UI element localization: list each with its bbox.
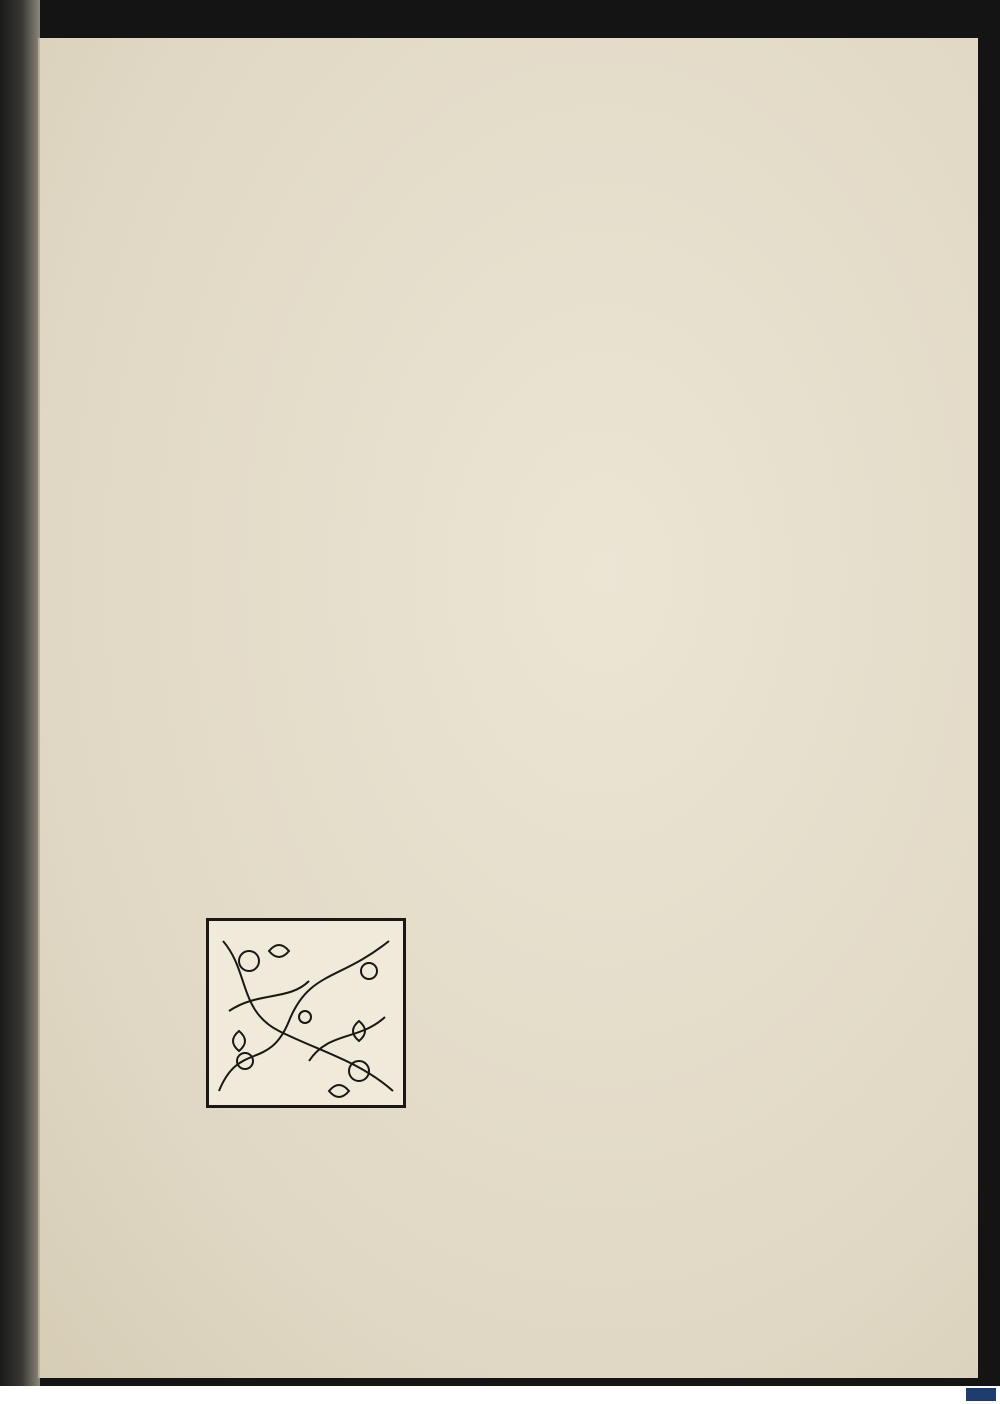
ornament-divider-icon bbox=[370, 806, 654, 832]
dfg-logo bbox=[966, 1388, 996, 1401]
footer-bar bbox=[0, 1386, 1000, 1404]
drop-cap-initial bbox=[206, 918, 406, 1108]
book-page bbox=[38, 38, 978, 1378]
book-spine bbox=[0, 0, 40, 1386]
floral-pattern-icon bbox=[209, 921, 403, 1105]
